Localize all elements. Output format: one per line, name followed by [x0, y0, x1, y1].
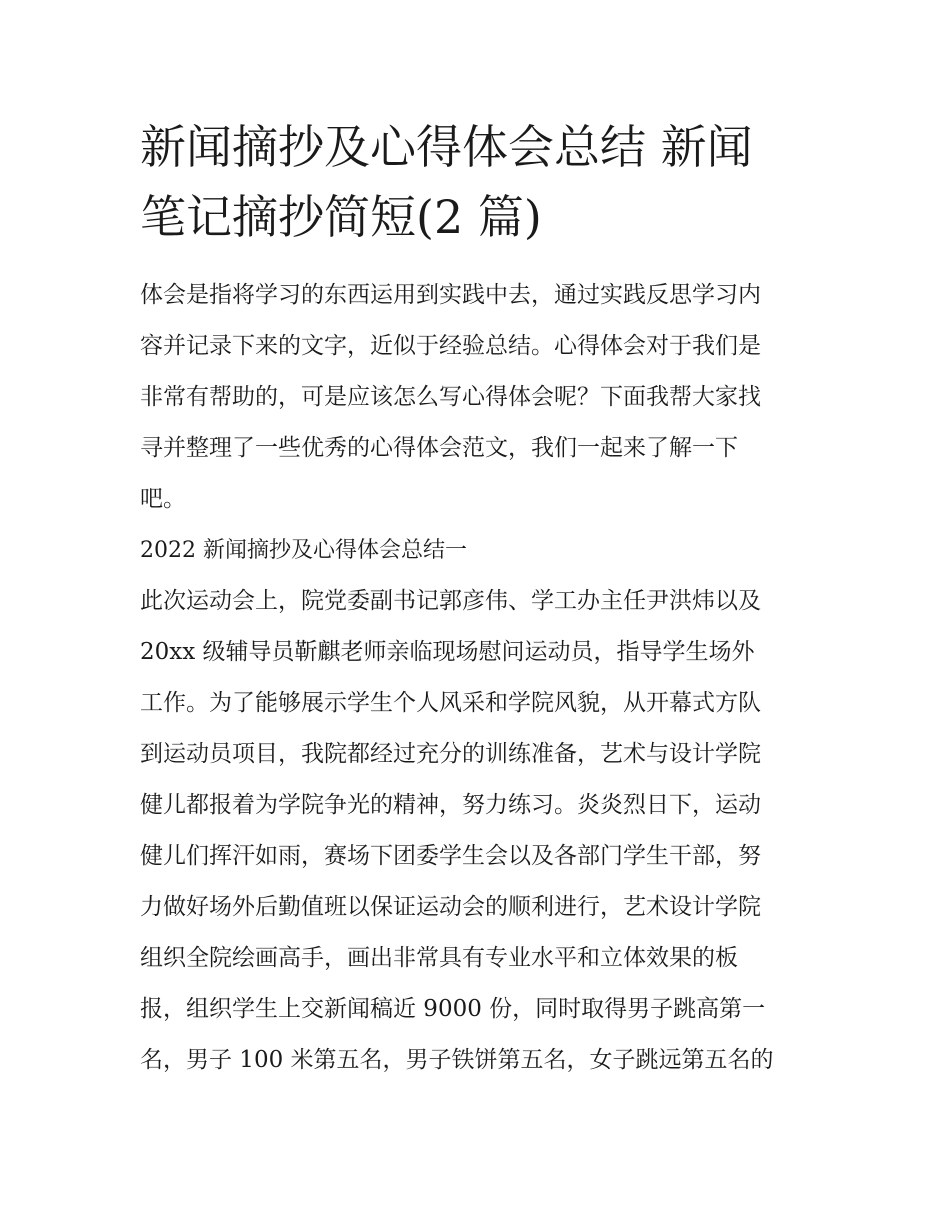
section-heading: 2022 新闻摘抄及心得体会总结一 — [140, 538, 467, 563]
document-page — [140, 112, 820, 1086]
intro-paragraph: 体会是指将学习的东西运用到实践中去，通过实践反思学习内 容并记录下来的文字，近似于经验总结。心得体会对于我们是 非常有帮助的，可是应该怎么写心得体会呢？下面我帮大家找 寻并整理了一些优秀的心得体会范文，我们一起来了解一下 吧。 — [140, 282, 761, 512]
body-paragraph: 此次运动会上，院党委副书记郭彦伟、学工办主任尹洪炜以及 20xx 级辅导员靳麒老师亲临现场慰问运动员，指导学生场外 工作。为了能够展示学生个人风采和学院风貌，从开幕式方队 到运动员项目，我院都经过充分的训练准备，艺术与设计学院 健儿都报着为学院争光的精神，努力练习。炎炎烈日下，运动 健儿们挥汗如雨，赛场下团委学生会以及各部门学生干部，努 力做好场外后勤值班以保证运动会的顺利进行，艺术设计学院 组织全院绘画高手，画出非常具有专业水平和立体效果的板 报，组织学生上交新闻稿近 9000 份，同时取得男子跳高第一 名，男子 100 米第五名，男子铁饼第五名，女子跳远第五名的 — [140, 588, 774, 1073]
document-title: 新闻摘抄及心得体会总结 新闻 笔记摘抄简短(2 篇) — [140, 120, 753, 244]
